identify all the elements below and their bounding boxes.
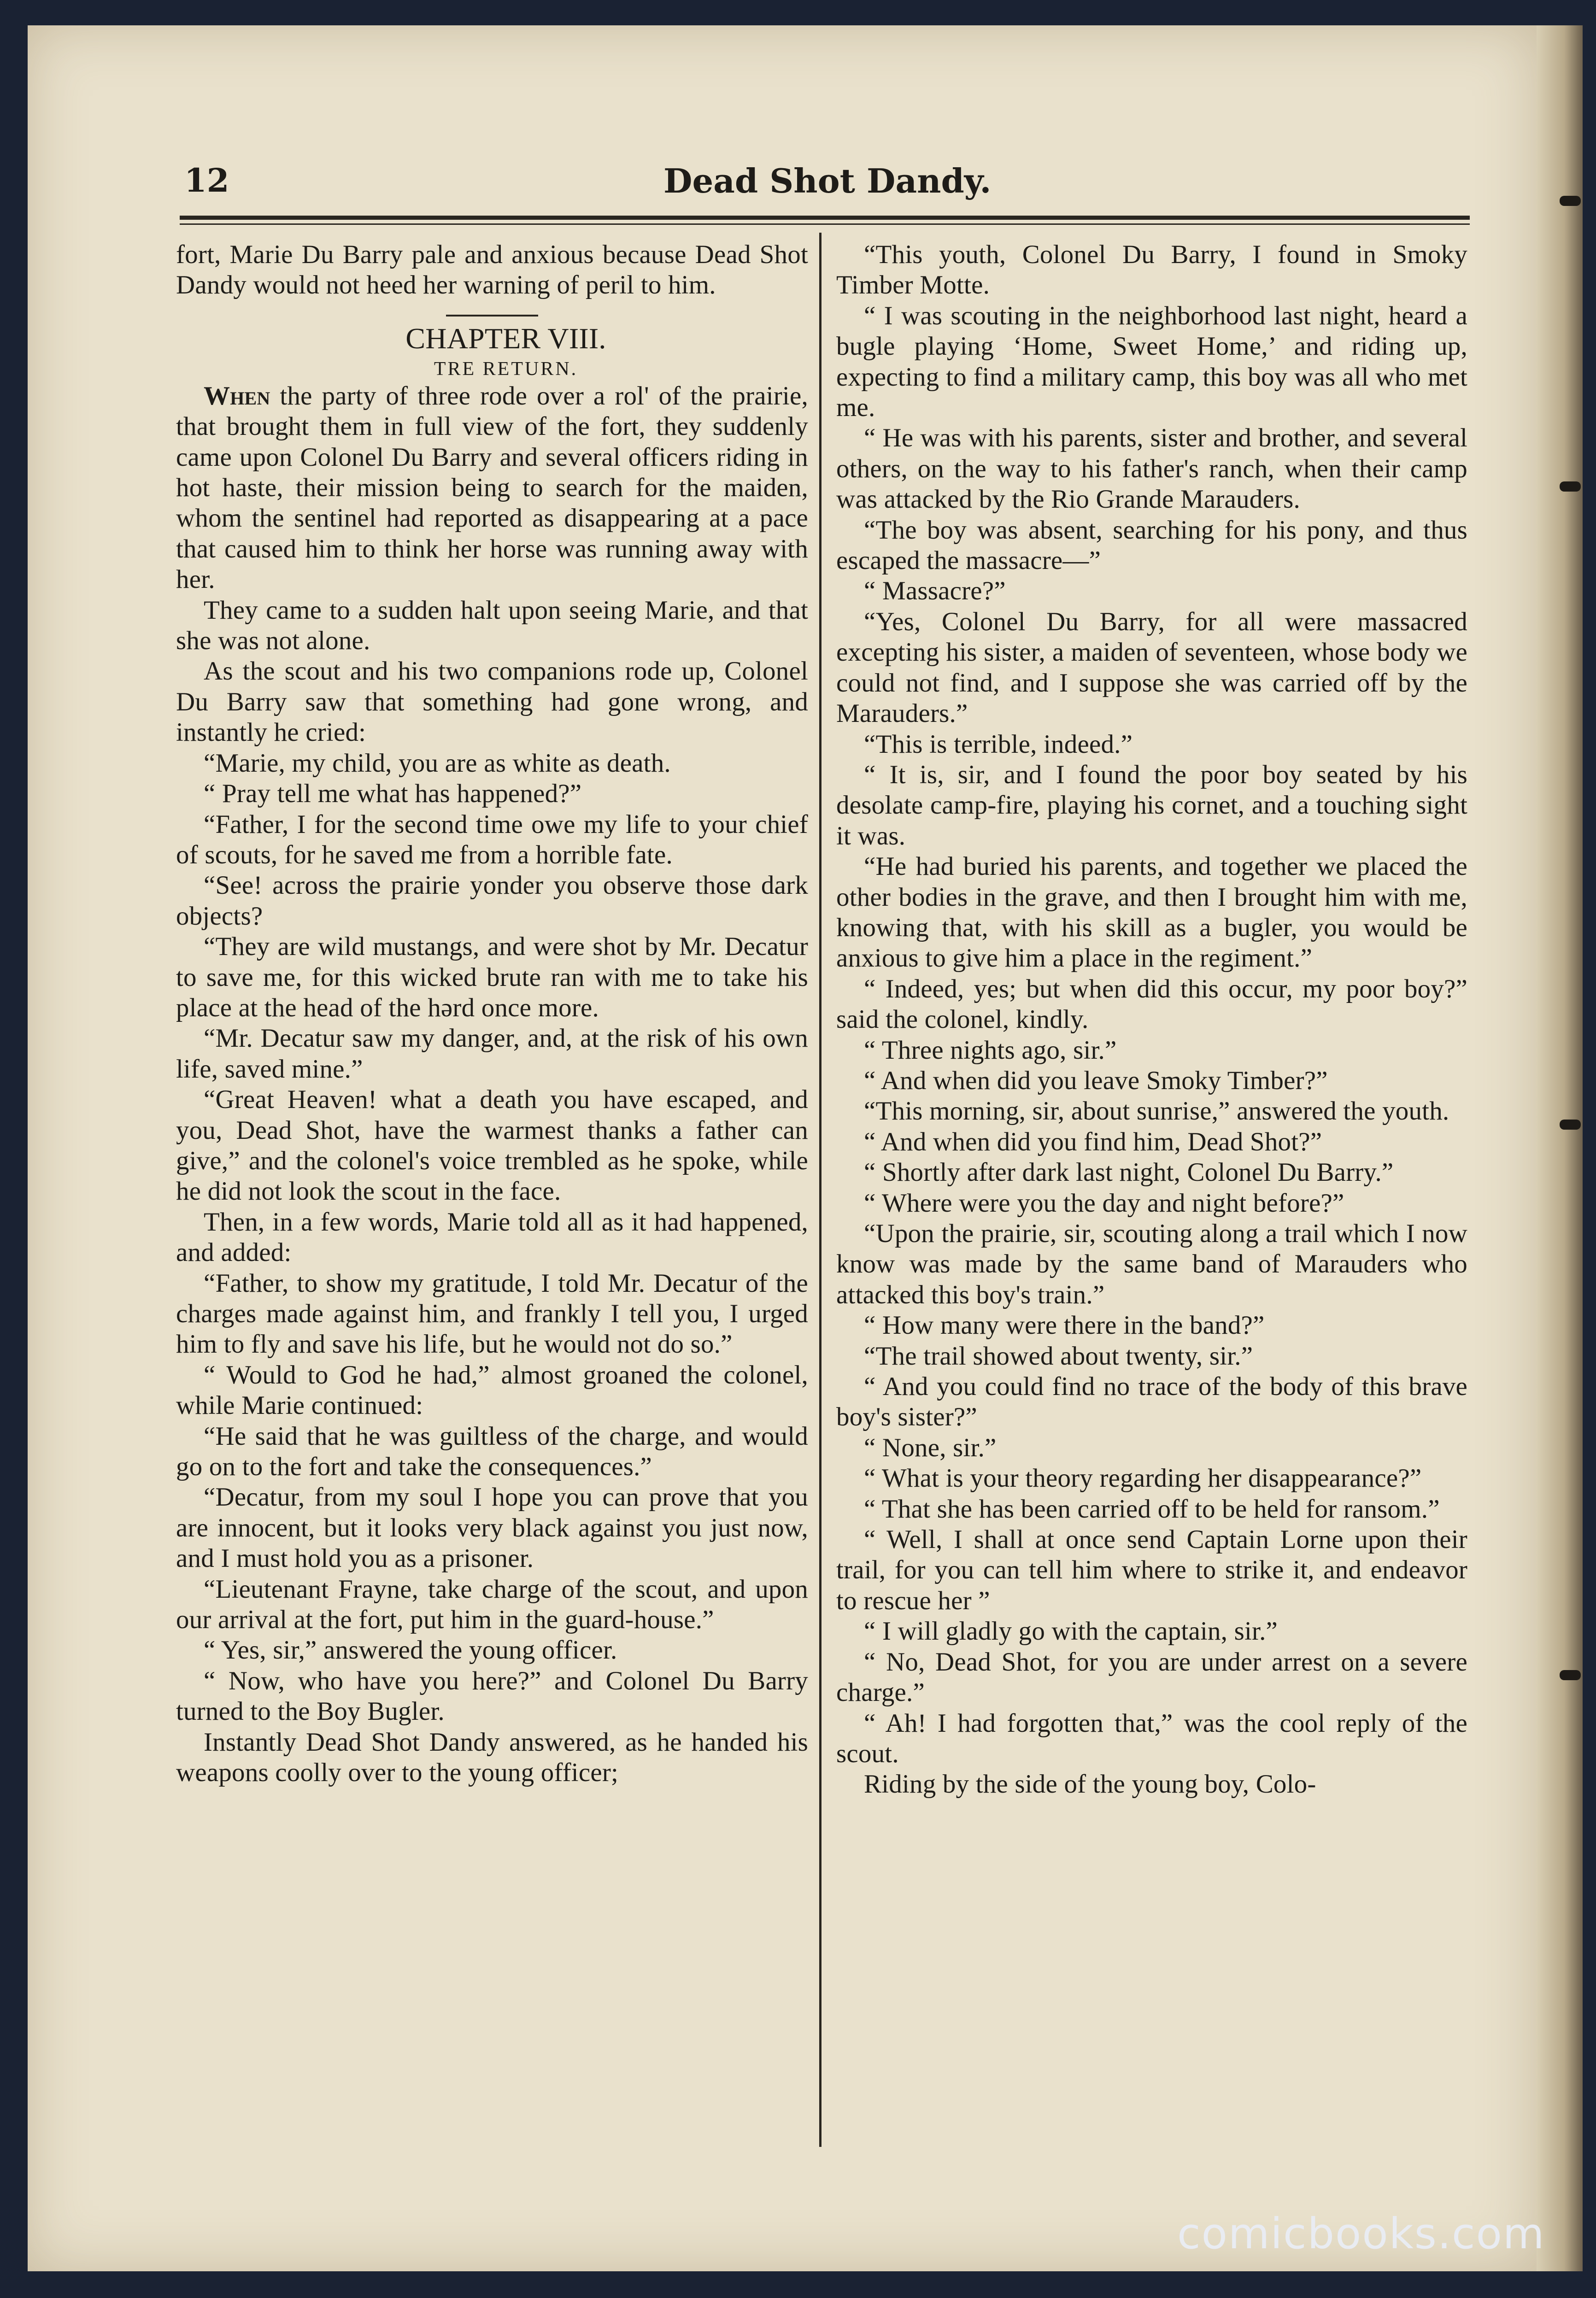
column-divider: [819, 233, 821, 2147]
paragraph: “ Massacre?”: [864, 576, 1006, 606]
paragraph: “This is terrible, indeed.”: [864, 729, 1133, 759]
right-column: [836, 240, 1467, 2156]
paragraph: “ It is, sir, and I found the poor boy seated by his desolate camp-fire, playing his cornet, and a touching sight it was.: [836, 760, 1467, 850]
paragraph: “ What is your theory regarding her disappearance?”: [864, 1464, 1422, 1493]
binding-staples: [1560, 0, 1587, 2298]
paragraph: “ Ah! I had forgotten that,” was the cool reply of the scout.: [836, 1708, 1467, 1768]
paragraph: “ Indeed, yes; but when did this occur, my poor boy?” said the colonel, kindly.: [836, 974, 1467, 1034]
page-header: [152, 154, 1474, 210]
chapter-rule: [446, 315, 538, 317]
staple-mark: [1560, 196, 1581, 206]
paragraph: Then, in a few words, Marie told all as it had happened, and added:: [176, 1207, 808, 1267]
chapter-subtitle: TRE RETURN.: [434, 358, 578, 380]
paragraph: “ Where were you the day and night before?”: [864, 1188, 1344, 1218]
paragraph: “The boy was absent, searching for his pony, and thus escaped the massacre—”: [836, 515, 1467, 575]
paragraph: “He had buried his parents, and together we placed the other bodies in the grave, and then I brought him with me, knowing that, with his skill as a bugler, you would be anxious to give him a place in the regiment.”: [836, 852, 1467, 973]
paragraph: “ I will gladly go with the captain, sir.”: [864, 1617, 1278, 1646]
paragraph: “ No, Dead Shot, for you are under arrest on a severe charge.”: [836, 1647, 1467, 1707]
paragraph: “Mr. Decatur saw my danger, and, at the risk of his own life, saved mine.”: [176, 1024, 808, 1084]
paragraph: Instantly Dead Shot Dandy answered, as he handed his weapons coolly over to the young officer;: [176, 1727, 808, 1788]
paragraph: “Father, I for the second time owe my life to your chief of scouts, for he saved me from a horrible fate.: [176, 809, 808, 869]
left-column: [176, 240, 808, 2156]
paragraph: “ How many were there in the band?”: [864, 1311, 1265, 1340]
paragraph: “Marie, my child, you are as white as death.: [204, 748, 671, 778]
lead-word: When: [204, 381, 270, 410]
staple-mark: [1560, 1120, 1581, 1130]
page-number: 12: [184, 161, 229, 199]
paragraph: “Lieutenant Frayne, take charge of the scout, and upon our arrival at the fort, put him in the guard-house.”: [176, 1574, 808, 1635]
paragraph: “ None, sir.”: [864, 1433, 997, 1462]
chapter-heading: CHAPTER VIII.: [405, 322, 606, 355]
paragraph: “ I was scouting in the neighborhood last night, heard a bugle playing ‘Home, Sweet Home,’ and riding up, expecting to find a military camp, this boy was all who met me.: [836, 301, 1467, 422]
paragraph: [176, 381, 808, 595]
watermark: comicbooks.com: [1177, 2209, 1545, 2258]
header-rule: [180, 216, 1470, 225]
paragraph: “ That she has been carried off to be held for ransom.”: [864, 1494, 1440, 1524]
paragraph: “ Would to God he had,” almost groaned the colonel, while Marie continued:: [176, 1360, 808, 1420]
paragraph: “ Pray tell me what has happened?”: [204, 779, 582, 809]
paragraph: “ Yes, sir,” answered the young officer.: [204, 1636, 617, 1665]
paragraph: “This youth, Colonel Du Barry, I found in Smoky Timber Motte.: [836, 240, 1467, 300]
paragraph: “See! across the prairie yonder you observe those dark objects?: [176, 871, 808, 931]
paragraph: “He said that he was guiltless of the charge, and would go on to the fort and take the consequences.”: [176, 1421, 808, 1482]
running-title: Dead Shot Dandy.: [663, 161, 992, 200]
paragraph: “ Now, who have you here?” and Colonel Du Barry turned to the Boy Bugler.: [176, 1666, 808, 1726]
paragraph: “Father, to show my gratitude, I told Mr. Decatur of the charges made against him, and frankly I tell you, I urged him to fly and save his life, but he would not do so.”: [176, 1268, 808, 1359]
staple-mark: [1560, 481, 1581, 492]
paragraph: “ And when did you leave Smoky Timber?”: [864, 1066, 1328, 1095]
paragraph: “They are wild mustangs, and were shot by Mr. Decatur to save me, for this wicked brute ran with me to take his place at the head of the hərd once more.: [176, 932, 808, 1022]
paragraph: fort, Marie Du Barry pale and anxious because Dead Shot Dandy would not heed her warning of peril to him.: [176, 240, 808, 300]
paragraph: “Yes, Colonel Du Barry, for all were massacred excepting his sister, a maiden of seventeen, whose body we could not find, and I suppose she was carried off by the Marauders.”: [836, 607, 1467, 728]
paragraph: “ Well, I shall at once send Captain Lorne upon their trail, for you can tell him where to strike it, and endeavor to rescue her ”: [836, 1525, 1467, 1615]
paragraph: Riding by the side of the young boy, Colo-: [864, 1770, 1316, 1799]
paragraph: “Decatur, from my soul I hope you can prove that you are innocent, but it looks very black against you just now, and I must hold you as a prisoner.: [176, 1483, 808, 1573]
paragraph: “Great Heaven! what a death you have escaped, and you, Dead Shot, have the warmest thanks a father can give,” and the colonel's voice trembled as he spoke, while he did not look the scout in the face.: [176, 1085, 808, 1206]
paragraph: “Upon the prairie, sir, scouting along a trail which I now know was made by the same band of Marauders who attacked this boy's train.”: [836, 1219, 1467, 1309]
paragraph: “The trail showed about twenty, sir.”: [864, 1341, 1253, 1371]
paragraph: “ Three nights ago, sir.”: [864, 1035, 1117, 1065]
paragraph: “ And you could find no trace of the body of this brave boy's sister?”: [836, 1372, 1467, 1432]
paragraph: “ And when did you find him, Dead Shot?”: [864, 1127, 1322, 1156]
paragraph-text: the party of three rode over a rol' of the prairie, that brought them in full view of the fort, they suddenly came upon Colonel Du Barry and several officers riding in hot haste, their mission being to search for the maiden, whom the sentinel had reported as disappearing at a pace that caused him to think her horse was running away with her.: [176, 381, 808, 594]
paragraph: They came to a sudden halt upon seeing Marie, and that she was not alone.: [176, 595, 808, 656]
paragraph: “ He was with his parents, sister and brother, and several others, on the way to his father's ranch, when their camp was attacked by the Rio Grande Marauders.: [836, 423, 1467, 514]
staple-mark: [1560, 1670, 1581, 1680]
paragraph: “ Shortly after dark last night, Colonel Du Barry.”: [864, 1158, 1394, 1187]
paragraph: As the scout and his two companions rode up, Colonel Du Barry saw that something had gone wrong, and instantly he cried:: [176, 657, 808, 747]
paragraph: “This morning, sir, about sunrise,” answered the youth.: [864, 1096, 1449, 1126]
